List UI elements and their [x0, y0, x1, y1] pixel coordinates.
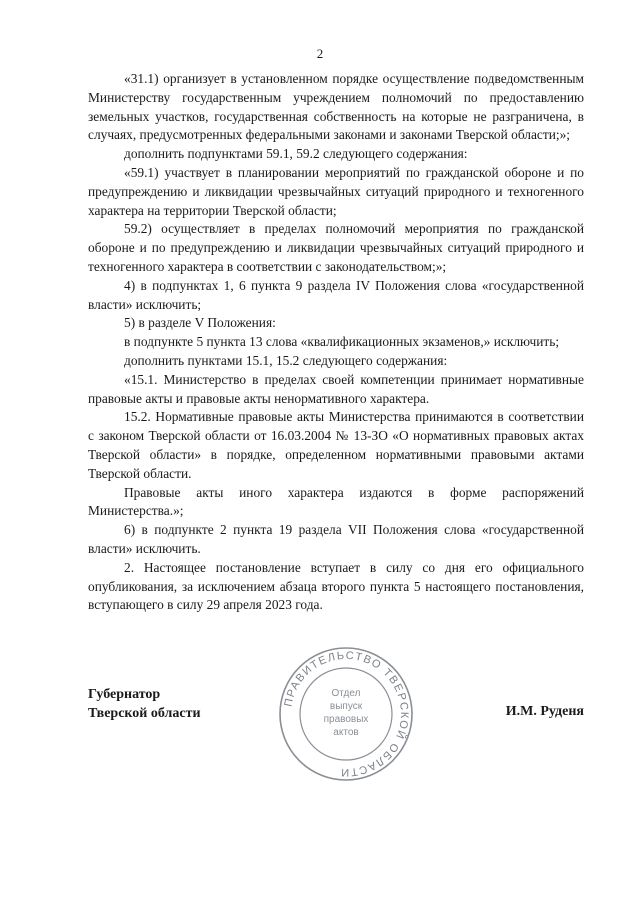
paragraph-31-1: «31.1) организует в установленном порядке осуществление подведомственным Министерству государственным учреждением полномочий по предоставлению земельных участков, государственная собственность на которые не разграничена, в случаях, предусмотренных федеральными законами и законами Тверской области;»;: [88, 71, 584, 143]
paragraph-add-15: дополнить пунктами 15.1, 15.2 следующего содержания:: [124, 352, 448, 368]
stamp-inner-line-4: актов: [333, 727, 359, 738]
page-number: 2: [316, 46, 324, 61]
stamp-inner-line-2: выпуск: [329, 701, 363, 712]
paragraph-item-4: 4) в подпунктах 1, 6 пункта 9 раздела IV Положения слова «государственной власти» исключить;: [88, 277, 584, 312]
official-stamp-icon: [276, 644, 416, 784]
paragraph-add-59: дополнить подпунктами 59.1, 59.2 следующего содержания:: [124, 146, 468, 162]
paragraph-effective-date: 2. Настоящее постановление вступает в силу со дня его официального опубликования, за исключением абзаца второго пункта 5 настоящего постановления, вступающего в силу 29 апреля 2023 года.: [88, 559, 584, 613]
paragraph-15-1: «15.1. Министерство в пределах своей компетенции принимает нормативные правовые акты и правовые акты ненормативного характера.: [88, 371, 584, 406]
document-body: [88, 70, 584, 615]
paragraph-subitem-13: в подпункте 5 пункта 13 слова «квалификационных экзаменов,» исключить;: [124, 334, 560, 350]
signatory-title: [88, 685, 201, 723]
paragraph-59-1: «59.1) участвует в планировании мероприятий по гражданской обороне и по предупреждению и ликвидации чрезвычайных ситуаций природного и техногенного характера на территории Тверской области;: [88, 164, 584, 218]
signatory-title-line2: Тверской области: [88, 706, 201, 721]
stamp-ring-text: ПРАВИТЕЛЬСТВО ТВЕРСКОЙ ОБЛАСТИ: [282, 649, 411, 779]
stamp-inner-line-1: Отдел: [331, 688, 361, 699]
paragraph-15-2: 15.2. Нормативные правовые акты Министерства принимаются в соответствии с законом Тверской области от 16.03.2004 № 13-ЗО «О нормативных правовых актах Тверской области» в порядке, определенном нормативными правовыми актами Тверской области.: [88, 409, 584, 481]
stamp-inner-line-3: правовых: [323, 714, 369, 725]
paragraph-item-6: 6) в подпункте 2 пункта 19 раздела VII Положения слова «государственной власти» исключить.: [88, 522, 584, 556]
paragraph-item-5: 5) в разделе V Положения:: [124, 315, 276, 331]
signatory-title-line1: Губернатор: [88, 687, 161, 702]
paragraph-other-acts: Правовые акты иного характера издаются в форме распоряжений Министерства.»;: [88, 484, 584, 519]
paragraph-59-2: 59.2) осуществляет в пределах полномочий мероприятия по гражданской обороне и по предупреждению и ликвидации чрезвычайных ситуаций природного и техногенного характера в соответствии с законодательством;»;: [88, 221, 584, 274]
signatory-name: И.М. Руденя: [505, 704, 584, 719]
